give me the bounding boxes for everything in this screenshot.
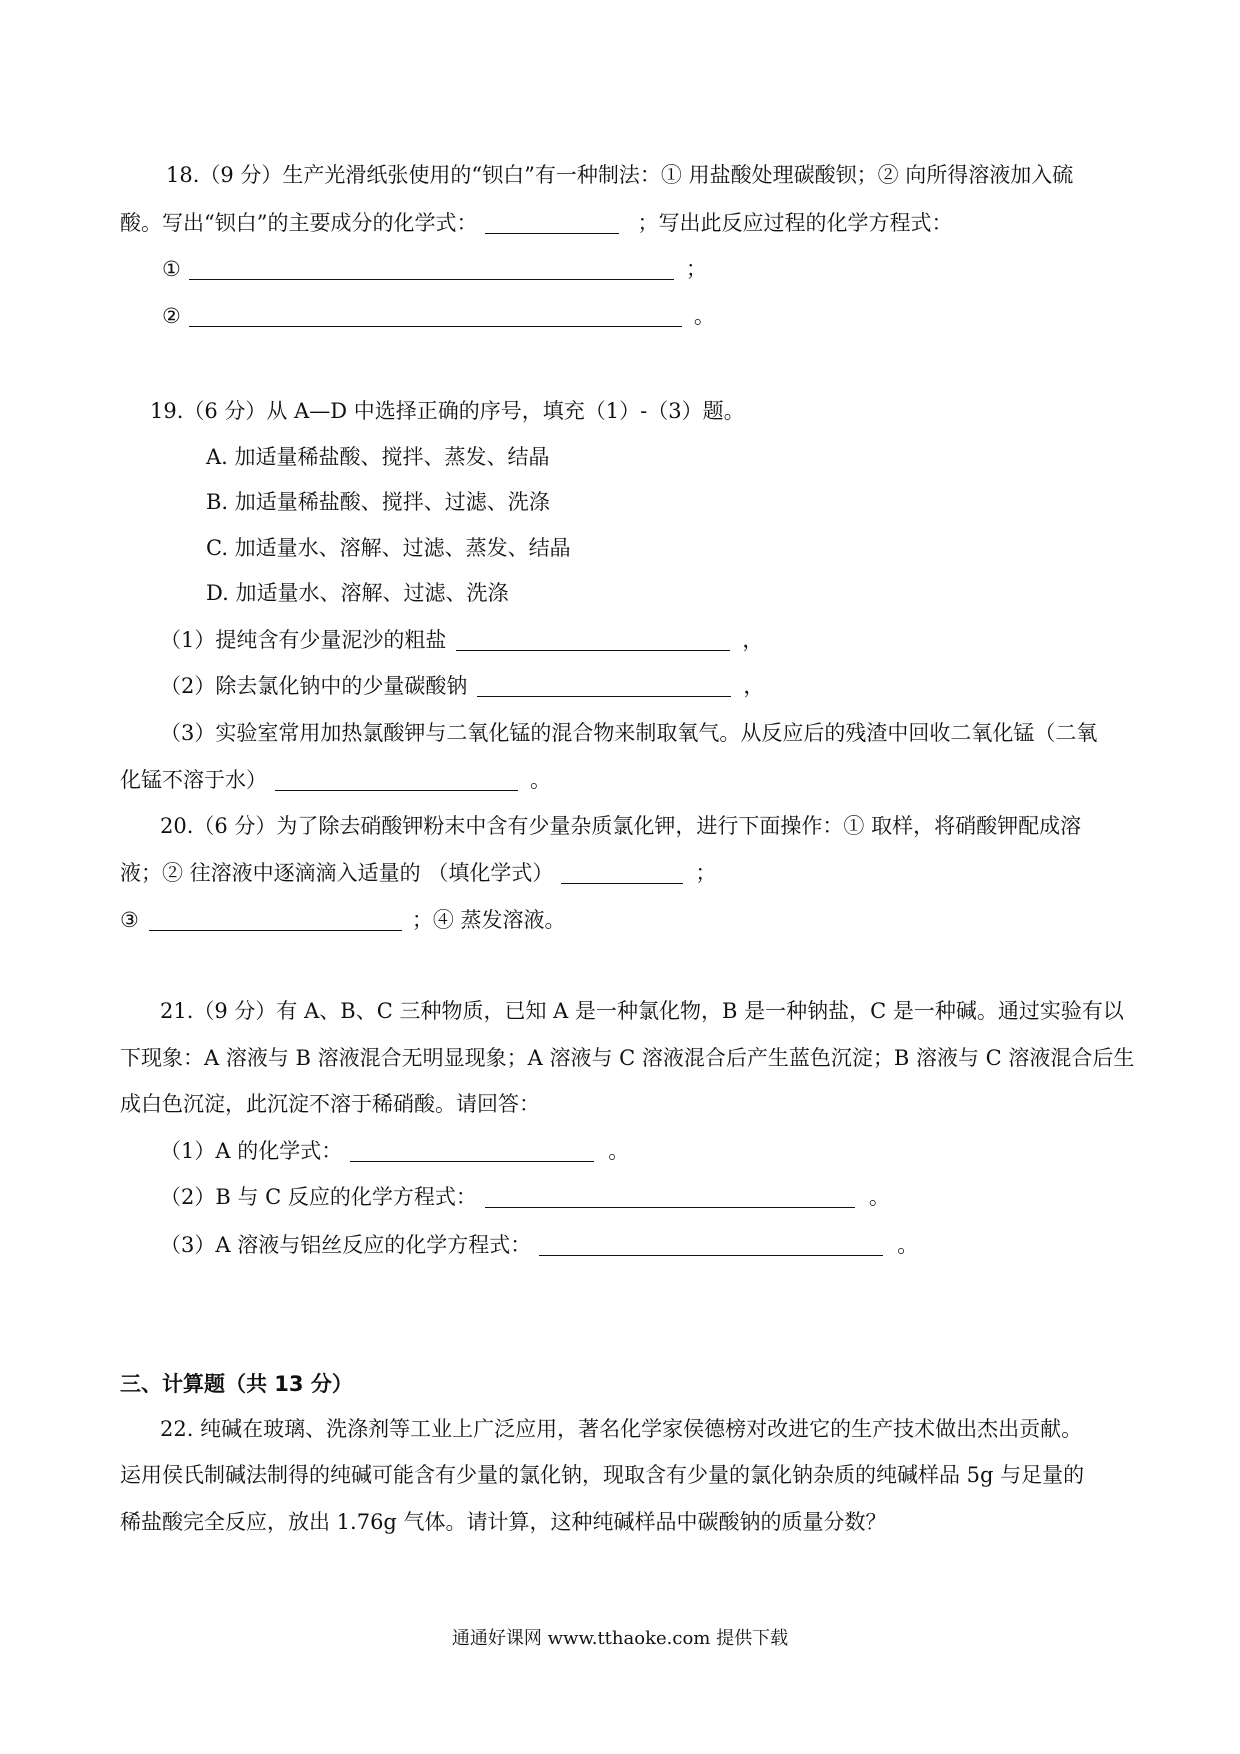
q21-sub2-text: （2）B 与 C 反应的化学方程式： [160, 1185, 477, 1209]
q18-equation2-blank[interactable] [189, 304, 682, 327]
q21-sub1-blank[interactable] [350, 1139, 594, 1162]
q19-sub2-blank[interactable] [477, 674, 731, 697]
q21-sub1-end: 。 [608, 1139, 630, 1163]
q21-line3: 成白色沉淀，此沉淀不溶于稀硝酸。请回答： [120, 1092, 540, 1116]
q19-sub1 [160, 627, 763, 653]
q20-step3-blank[interactable] [149, 908, 402, 931]
q20-line3 [120, 907, 566, 933]
q18-item2 [162, 303, 715, 329]
q18-item2-mark: ② [162, 304, 181, 328]
q21-sub2 [160, 1184, 890, 1210]
q18-item1 [162, 256, 707, 282]
q20-formula-blank[interactable] [561, 861, 683, 884]
q19-stem: 19.（6 分）从 A—D 中选择正确的序号，填充（1）-（3）题。 [150, 399, 745, 423]
q21-sub3-text: （3）A 溶液与铝丝反应的化学方程式： [160, 1233, 532, 1257]
q21-sub3-blank[interactable] [539, 1233, 883, 1256]
q18-line2-text: 酸。写出“钡白”的主要成分的化学式： [120, 211, 478, 235]
q19-sub3-line2 [120, 767, 551, 793]
q19-sub3-line1: （3）实验室常用加热氯酸钾与二氧化锰的混合物来制取氧气。从反应后的残渣中回收二氧化锰（二氧 [160, 721, 1098, 745]
q21-sub3 [160, 1232, 918, 1258]
q21-sub2-blank[interactable] [485, 1185, 855, 1208]
q19-sub3-text: 化锰不溶于水） [120, 768, 267, 792]
q20-line1: 20.（6 分）为了除去硝酸钾粉末中含有少量杂质氯化钾，进行下面操作：① 取样，将硝酸钾配成溶 [160, 814, 1082, 838]
q21-sub1 [160, 1138, 629, 1164]
page-footer: 通通好课网 www.tthaoke.com 提供下载 [451, 1628, 789, 1649]
q18-line2 [120, 210, 952, 236]
q18-item1-end: ； [685, 257, 707, 281]
q19-option-b: B. 加适量稀盐酸、搅拌、过滤、洗涤 [206, 490, 550, 514]
q19-sub3-end: 。 [530, 768, 551, 792]
q18-equation1-blank[interactable] [189, 257, 674, 280]
q19-option-c: C. 加适量水、溶解、过滤、蒸发、结晶 [206, 536, 571, 560]
q18-line2-text-b: ；写出此反应过程的化学方程式： [637, 211, 953, 235]
q20-line3-end: ；④ 蒸发溶液。 [411, 908, 566, 932]
q21-sub3-end: 。 [897, 1233, 919, 1257]
q20-line3-mark: ③ [120, 908, 139, 932]
q19-sub2-end: ， [743, 674, 765, 698]
q21-line2: 下现象：A 溶液与 B 溶液混合无明显现象；A 溶液与 C 溶液混合后产生蓝色沉淀；B 溶液与 C 溶液混合后生 [120, 1046, 1135, 1070]
q19-sub2-text: （2）除去氯化钠中的少量碳酸钠 [160, 674, 468, 698]
q18-line1: 18.（9 分）生产光滑纸张使用的“钡白”有一种制法：① 用盐酸处理碳酸钡；② 向所得溶液加入硫 [166, 163, 1074, 187]
q19-option-a: A. 加适量稀盐酸、搅拌、蒸发、结晶 [206, 445, 550, 469]
q18-item2-end: 。 [693, 304, 715, 328]
q20-line2 [120, 860, 716, 886]
section3-heading: 三、计算题（共 13 分） [120, 1372, 353, 1396]
q19-sub1-end: ， [742, 628, 764, 652]
q19-sub1-text: （1）提纯含有少量泥沙的粗盐 [160, 628, 447, 652]
q18-formula-blank[interactable] [485, 211, 619, 234]
q20-line2-text: 液；② 往溶液中逐滴滴入适量的 （填化学式） [120, 861, 554, 885]
q19-sub3-blank[interactable] [275, 768, 518, 791]
q20-line2-end: ； [695, 861, 717, 885]
q22-line3: 稀盐酸完全反应，放出 1.76g 气体。请计算，这种纯碱样品中碳酸钠的质量分数？ [120, 1510, 887, 1534]
q19-sub2 [160, 673, 764, 699]
q18-item1-mark: ① [162, 257, 181, 281]
q21-line1: 21.（9 分）有 A、B、C 三种物质，已知 A 是一种氯化物，B 是一种钠盐，C 是一种碱。通过实验有以 [160, 999, 1124, 1023]
q22-line1: 22. 纯碱在玻璃、洗涤剂等工业上广泛应用，著名化学家侯德榜对改进它的生产技术做出杰出贡献。 [160, 1417, 1083, 1441]
q22-line2: 运用侯氏制碱法制得的纯碱可能含有少量的氯化钠，现取含有少量的氯化钠杂质的纯碱样品 5g 与足量的 [120, 1463, 1085, 1487]
q19-sub1-blank[interactable] [456, 628, 730, 651]
q19-option-d: D. 加适量水、溶解、过滤、洗涤 [206, 581, 509, 605]
q21-sub1-text: （1）A 的化学式： [160, 1139, 343, 1163]
q21-sub2-end: 。 [868, 1185, 890, 1209]
